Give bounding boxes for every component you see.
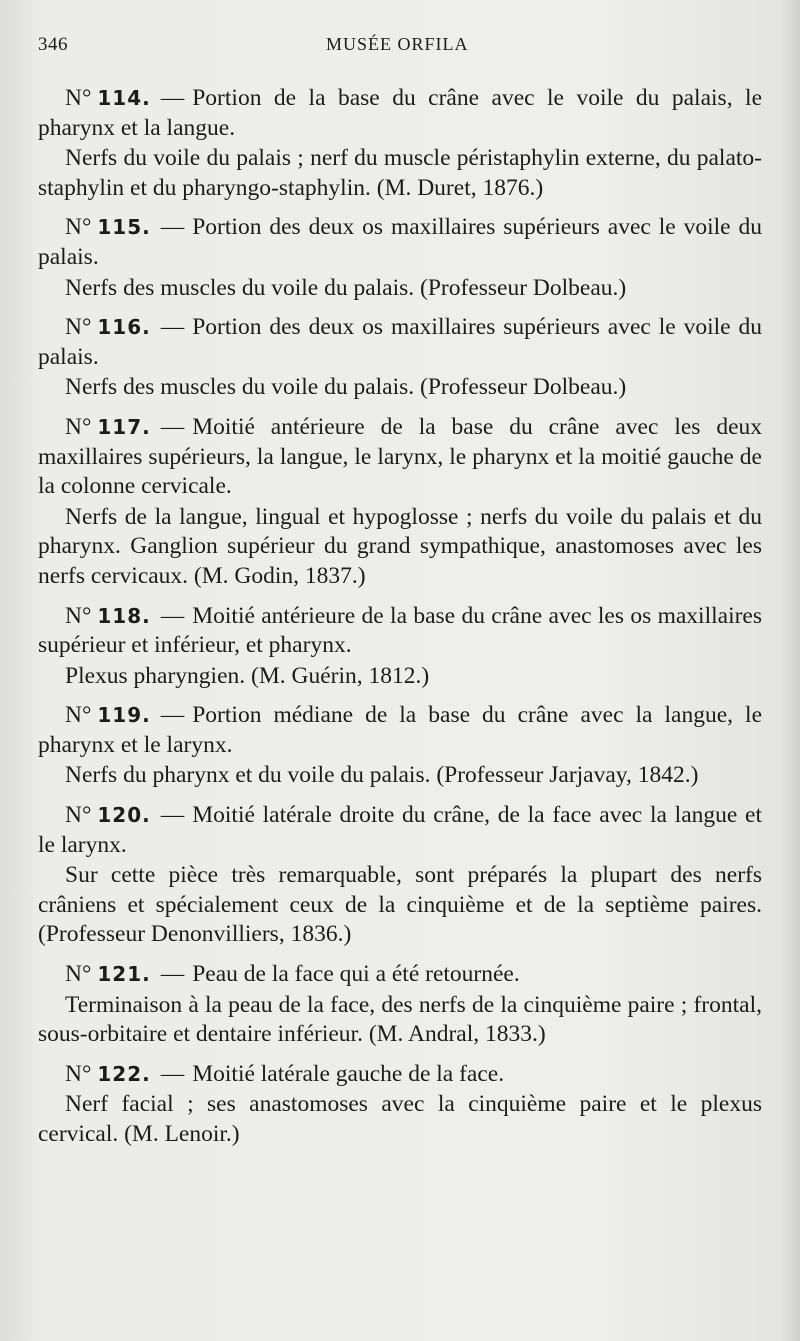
entry-description: Portion des deux os maxillaires supérieurs avec le voile du palais. xyxy=(38,314,762,370)
entry-note: Nerfs du pharynx et du voile du palais. (Professeur Jarjavay, 1842.) xyxy=(65,762,699,789)
entry-dash: — xyxy=(160,214,185,241)
entry-description-line xyxy=(38,701,762,760)
catalogue-entry xyxy=(38,313,762,403)
entry-note: Nerfs du voile du palais ; nerf du muscle péristaphylin externe, du palato-staphylin et du pharyngo-staphylin. (M. Duret, 1876.) xyxy=(38,145,762,201)
entry-number-prefix: N° xyxy=(65,702,92,729)
catalogue-entry xyxy=(38,801,762,950)
entry-dash: — xyxy=(160,802,185,829)
entry-number-prefix: N° xyxy=(65,602,92,629)
page-number: 346 xyxy=(38,34,68,55)
entry-number: 120. xyxy=(97,803,151,828)
entry-description-line xyxy=(38,602,762,661)
entry-note: Nerfs des muscles du voile du palais. (Professeur Dolbeau.) xyxy=(65,274,627,301)
entry-description-line xyxy=(38,1060,762,1090)
entry-description-line xyxy=(38,801,762,860)
page-body xyxy=(38,84,762,1160)
entry-description: Moitié antérieure de la base du crâne avec les os maxillaires supérieur et inférieur, et pharynx. xyxy=(38,602,762,659)
catalogue-entry xyxy=(38,701,762,791)
entry-number-prefix: N° xyxy=(65,214,92,241)
entry-dash: — xyxy=(160,314,185,341)
page-header xyxy=(36,34,760,58)
entry-note: Plexus pharyngien. (M. Guérin, 1812.) xyxy=(65,662,430,689)
running-title: MUSÉE ORFILA xyxy=(326,34,469,54)
entry-number: 122. xyxy=(97,1061,151,1086)
catalogue-entry xyxy=(38,1060,762,1150)
entry-description: Moitié latérale gauche de la face. xyxy=(192,1060,505,1087)
entry-number: 119. xyxy=(97,703,151,728)
entry-description: Portion de la base du crâne avec le voile du palais, le pharynx et la langue. xyxy=(38,85,762,141)
entry-number-prefix: N° xyxy=(65,802,92,829)
entry-note: Nerfs des muscles du voile du palais. (Professeur Dolbeau.) xyxy=(65,374,627,401)
entry-number: 117. xyxy=(97,414,151,439)
entry-description: Moitié latérale droite du crâne, de la face avec la langue et le larynx. xyxy=(38,802,762,858)
entry-note: Nerf facial ; ses anastomoses avec la cinquième paire et le plexus cervical. (M. Lenoir.) xyxy=(38,1091,762,1147)
entry-dash: — xyxy=(160,602,185,629)
entry-note: Sur cette pièce très remarquable, sont préparés la plupart des nerfs crâniens et spécialement ceux de la cinquième et de la septième paires. (Professeur Denonvilliers, 1836.) xyxy=(38,862,762,948)
catalogue-entry xyxy=(38,84,762,203)
entry-dash: — xyxy=(160,413,185,440)
entry-dash: — xyxy=(160,702,185,729)
entry-number-prefix: N° xyxy=(65,961,92,988)
entry-number: 115. xyxy=(97,215,151,240)
entry-description: Portion des deux os maxillaires supérieurs avec le voile du palais. xyxy=(38,214,762,270)
entry-dash: — xyxy=(160,85,185,111)
entry-dash: — xyxy=(160,1060,185,1087)
entry-number-prefix: N° xyxy=(65,314,92,341)
entry-number: 121. xyxy=(97,962,151,987)
entry-dash: — xyxy=(160,961,185,988)
catalogue-entry xyxy=(38,602,762,692)
catalogue-entry xyxy=(38,213,762,303)
catalogue-entry xyxy=(38,413,762,592)
entry-number-prefix: N° xyxy=(65,1060,92,1087)
entry-number: 116. xyxy=(97,315,151,340)
entry-number-prefix: N° xyxy=(65,413,92,440)
entry-note: Terminaison à la peau de la face, des nerfs de la cinquième paire ; frontal, sous-orbitaire et dentaire inférieur. (M. Andral, 1833.) xyxy=(38,991,762,1048)
entry-note: Nerfs de la langue, lingual et hypoglosse ; nerfs du voile du palais et du pharynx. Ganglion supérieur du grand sympathique, anastomoses avec les nerfs cervicaux. (M. Godin, 1837.) xyxy=(38,503,762,589)
entry-description-line xyxy=(38,413,762,502)
entry-number: 114. xyxy=(97,86,151,110)
entry-description-line xyxy=(38,84,762,143)
entry-description: Moitié antérieure de la base du crâne avec les deux maxillaires supérieurs, la langue, le larynx, le pharynx et la moitié gauche de la colonne cervicale. xyxy=(38,413,762,500)
entry-description-line xyxy=(38,313,762,372)
entry-number-prefix: N° xyxy=(65,85,92,111)
entry-description-line xyxy=(38,960,762,990)
entry-description: Portion médiane de la base du crâne avec la langue, le pharynx et le larynx. xyxy=(38,702,762,758)
entry-description: Peau de la face qui a été retournée. xyxy=(192,961,520,988)
entry-description-line xyxy=(38,213,762,272)
entry-number: 118. xyxy=(97,603,151,628)
catalogue-entry xyxy=(38,960,762,1050)
